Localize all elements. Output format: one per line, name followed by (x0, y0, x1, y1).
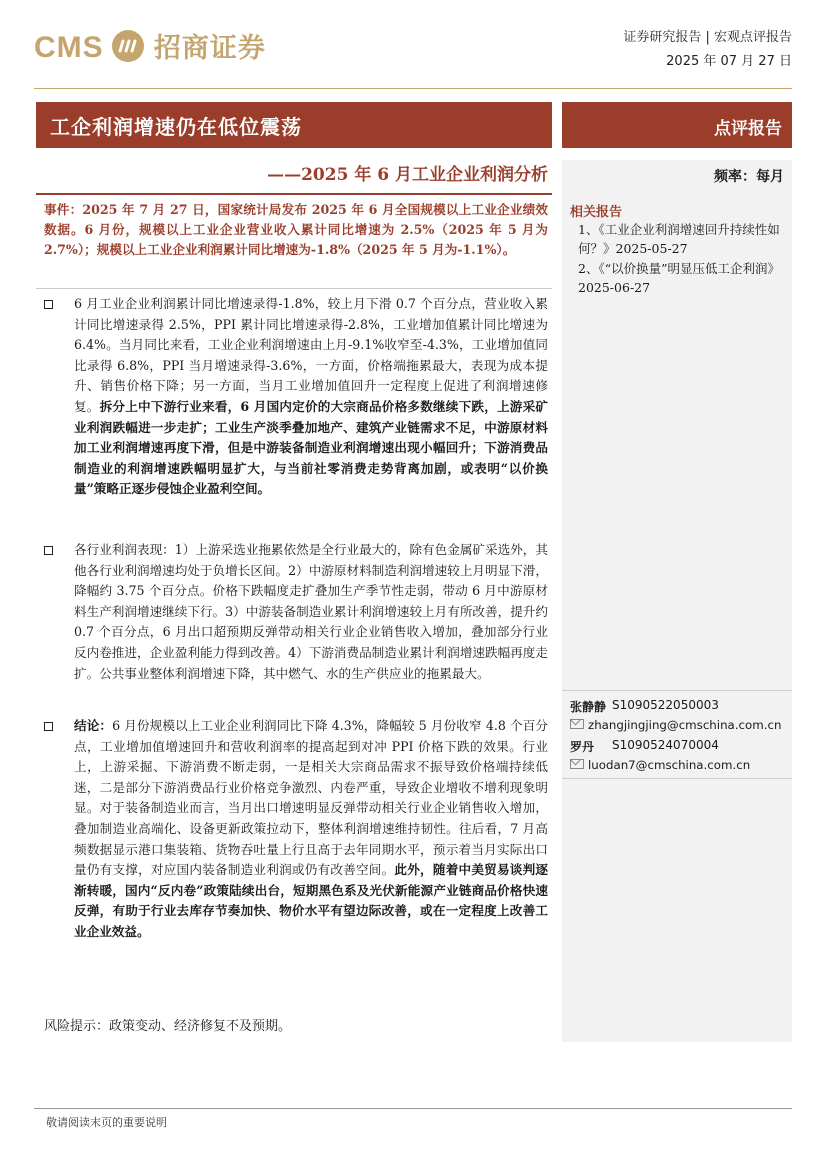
bullet-lead-text: 结论： (74, 718, 113, 733)
header-divider (34, 88, 792, 89)
analyst-name: 罗丹 (570, 740, 595, 754)
company-logo (34, 26, 284, 66)
title-separator (36, 193, 552, 195)
related-report-item[interactable]: 2、《“以价换量”明显压低工企利润》2025-06-27 (578, 261, 780, 295)
sidebar-divider (562, 690, 792, 691)
page-subtitle: ——2025 年 6 月工业企业利润分析 (267, 165, 548, 185)
logo-emblem-icon (111, 29, 145, 63)
email-icon (570, 759, 584, 769)
analyst-1-email[interactable] (570, 718, 781, 732)
page-title: 工企利润增速仍在低位震荡 (50, 115, 302, 139)
bullet-text: 各行业利润表现：1）上游采选业拖累依然是全行业最大的，除有色金属矿采选外，其他各行业利润增速均处于负增长区间。2）中游原材料制造利润增速较上月明显下滑，降幅约 3.75 个百分点。价格下跌幅度走扩叠加生产季节性走弱，带动 6 月中游原材料生产利润增速继续下行。3）中游装备制造业累计利润增速较上月有所改善，提升约 0.7 个百分点，6 月出口超预期反弹带动相关行业企业销售收入增加，叠加部分行业反内卷推进，企业盈利能力得到改善。4）下游消费品制造业累计利润增速跌幅再度走扩。公共事业整体利润增速下降，其中燃气、水的生产供应业的拖累最大。 (74, 542, 548, 681)
email-text[interactable]: luodan7@cmschina.com.cn (588, 758, 751, 772)
sidebar-divider (562, 778, 792, 779)
email-icon (570, 719, 584, 729)
analyst-license: S1090522050003 (612, 698, 719, 712)
bullet-square-icon (44, 722, 53, 731)
report-date: 2025 年 07 月 27 日 (666, 54, 792, 69)
bullet-bold-text: 此外，随着中美贸易谈判逐渐转暖，国内“反内卷”政策陆续出台，短期黑色系及光伏新能源产业链商品价格快速反弹，有助于行业去库存节奏加快、物价水平有望边际改善，或在一定程度上改善工业企业效益。 (74, 862, 549, 939)
event-summary: 事件：2025 年 7 月 27 日，国家统计局发布 2025 年 6 月全国规模以上工业企业绩效数据。6 月份，规模以上工业企业营业收入累计同比增速为 2.5%（2025 年 5 月为 2.7%）；规模以上工业企业利润累计同比增速为-1.8%（2025 年 5 月为-1.1%）。 (44, 202, 548, 257)
logo-cn-text: 招商证券 (153, 33, 266, 64)
bullet-normal-text: 6 月工业企业利润累计同比增速录得-1.8%，较上月下滑 0.7 个百分点，营业收入累计同比增速录得 2.5%，PPI 累计同比增速录得-2.8%，工业增加值累计同比增速为 6.4%。当月同比来看，工业企业利润增速由上月-9.1%收窄至-4.3%，工业增加值同比录得 6.8%，PPI 当月增速录得-3.6%，一方面，价格端拖累最大，表现为成本提升、销售价格下降；另一方面，当月工业增加值回升一定程度上促进了利润增速修复。 (74, 296, 548, 414)
bullet-bold-text: 拆分上中下游行业来看，6 月国内定价的大宗商品价格多数继续下跌，上游采矿业利润跌幅进一步走扩；工业生产淡季叠加地产、建筑产业链需求不足，中游原材料加工业利润增速再度下滑，但是中游装备制造业利润增速出现小幅回升；下游消费品制造业的利润增速跌幅明显扩大，与当前社零消费走势背离加剧，或表明“以价换量”策略正逐步侵蚀企业盈利空间。 (74, 398, 548, 497)
frequency-label: 频率：每月 (714, 169, 784, 185)
bullet-text (74, 294, 548, 500)
footer-divider (34, 1108, 792, 1109)
risk-warning: 风险提示：政策变动、经济修复不及预期。 (44, 1019, 292, 1034)
bullet-normal-text: 6 月份规模以上工业企业利润同比下降 4.3%，降幅较 5 月份收窄 4.8 个百分点，工业增加值增速回升和营收利润率的提高起到对冲 PPI 价格下跌的效果。行业上，上游采掘、下游消费不断走弱，一是相关大宗商品需求不振导致价格端持续低迷，二是部分下游消费品行业价格竞争激烈、内卷严重，导致企业增收不增利现象明显。对于装备制造业而言，当月出口增速明显反弹带动相关行业企业销售收入增加，叠加制造业高端化、设备更新政策拉动下，整体利润增速维持韧性。往后看，7 月高频数据显示港口集装箱、货物吞吐量上行且高于去年同期水平，预示着当月实际出口量仍有支撑，对应国内装备制造业利润或仍有改善空间。 (74, 718, 548, 878)
footer-note: 敬请阅读末页的重要说明 (46, 1116, 167, 1129)
bullet-text (74, 716, 548, 943)
analyst-2 (570, 738, 719, 755)
bullet-square-icon (44, 300, 53, 309)
analyst-2-email[interactable] (570, 758, 750, 772)
related-report-item[interactable]: 1、《工业企业利润增速回升持续性如何？》2025-05-27 (578, 222, 780, 256)
analyst-1 (570, 698, 719, 715)
analyst-name: 张静静 (570, 700, 607, 714)
report-category: 点评报告 (714, 119, 782, 139)
logo-cms-text: CMS (34, 31, 104, 64)
related-reports-title: 相关报告 (570, 205, 623, 220)
report-type: 证券研究报告 | 宏观点评报告 (623, 30, 792, 45)
event-divider (36, 288, 552, 289)
analyst-license: S1090524070004 (612, 738, 719, 752)
email-text[interactable]: zhangjingjing@cmschina.com.cn (588, 718, 782, 732)
bullet-square-icon (44, 546, 53, 555)
category-bar (562, 102, 792, 148)
title-bar (36, 102, 552, 148)
